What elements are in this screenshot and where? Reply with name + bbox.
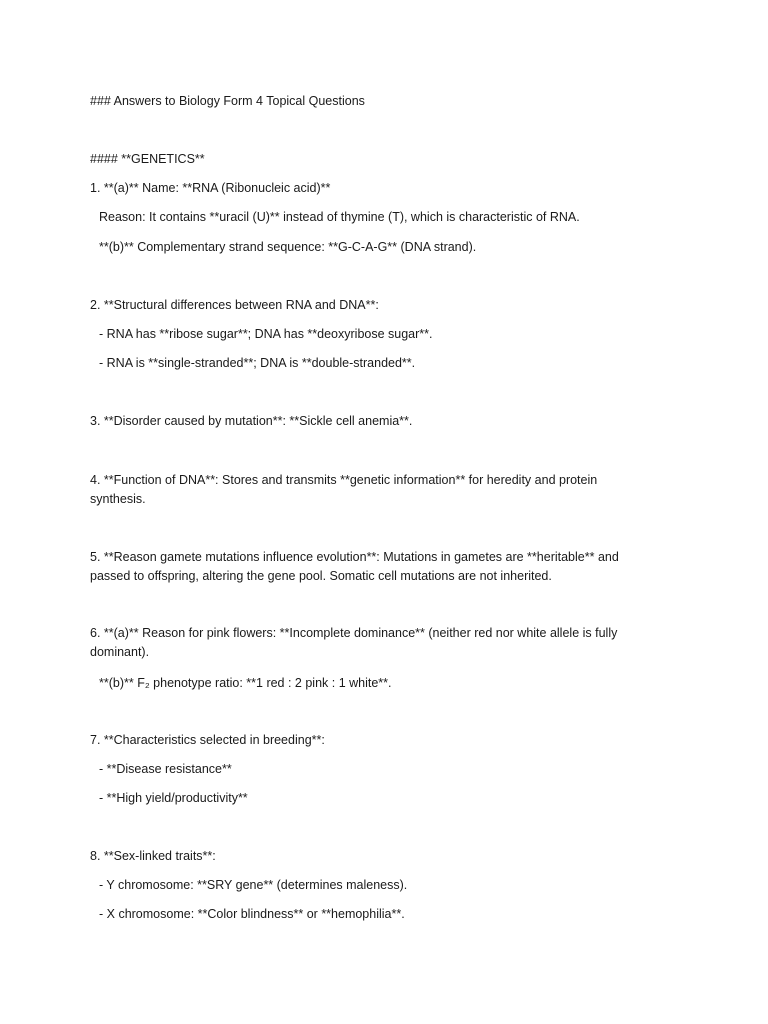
- section-heading: #### **GENETICS**: [90, 152, 205, 166]
- answer-6a: 6. **(a)** Reason for pink flowers: **Incomplete dominance** (neither red nor white allele is fully dominant).: [90, 626, 618, 659]
- answer-7-bullet-2: - **High yield/productivity**: [99, 791, 248, 805]
- answer-3: 3. **Disorder caused by mutation**: **Sickle cell anemia**.: [90, 414, 413, 428]
- answer-2-heading: 2. **Structural differences between RNA and DNA**:: [90, 298, 379, 312]
- answer-8-heading: 8. **Sex-linked traits**:: [90, 849, 216, 863]
- answer-8-bullet-2: - X chromosome: **Color blindness** or **hemophilia**.: [99, 907, 405, 921]
- document-title: ### Answers to Biology Form 4 Topical Questions: [90, 94, 365, 108]
- answer-7-heading: 7. **Characteristics selected in breeding**:: [90, 733, 325, 747]
- answer-6b: **(b)** F₂ phenotype ratio: **1 red : 2 pink : 1 white**.: [99, 676, 392, 690]
- answer-5: 5. **Reason gamete mutations influence evolution**: Mutations in gametes are **heritable** and passed to offspring, altering the gene pool. Somatic cell mutations are not inherited.: [90, 550, 619, 583]
- answer-4: 4. **Function of DNA**: Stores and transmits **genetic information** for heredity and protein synthesis.: [90, 473, 598, 506]
- answer-1b: **(b)** Complementary strand sequence: **G-C-A-G** (DNA strand).: [99, 240, 477, 254]
- answer-1a: 1. **(a)** Name: **RNA (Ribonucleic acid)**: [90, 181, 331, 195]
- answer-2-bullet-2: - RNA is **single-stranded**; DNA is **double-stranded**.: [99, 356, 416, 370]
- answer-7-bullet-1: - **Disease resistance**: [99, 762, 232, 776]
- answer-1a-reason: Reason: It contains **uracil (U)** instead of thymine (T), which is characteristic of RNA.: [99, 210, 580, 224]
- answer-2-bullet-1: - RNA has **ribose sugar**; DNA has **deoxyribose sugar**.: [99, 327, 433, 341]
- answer-8-bullet-1: - Y chromosome: **SRY gene** (determines maleness).: [99, 878, 408, 892]
